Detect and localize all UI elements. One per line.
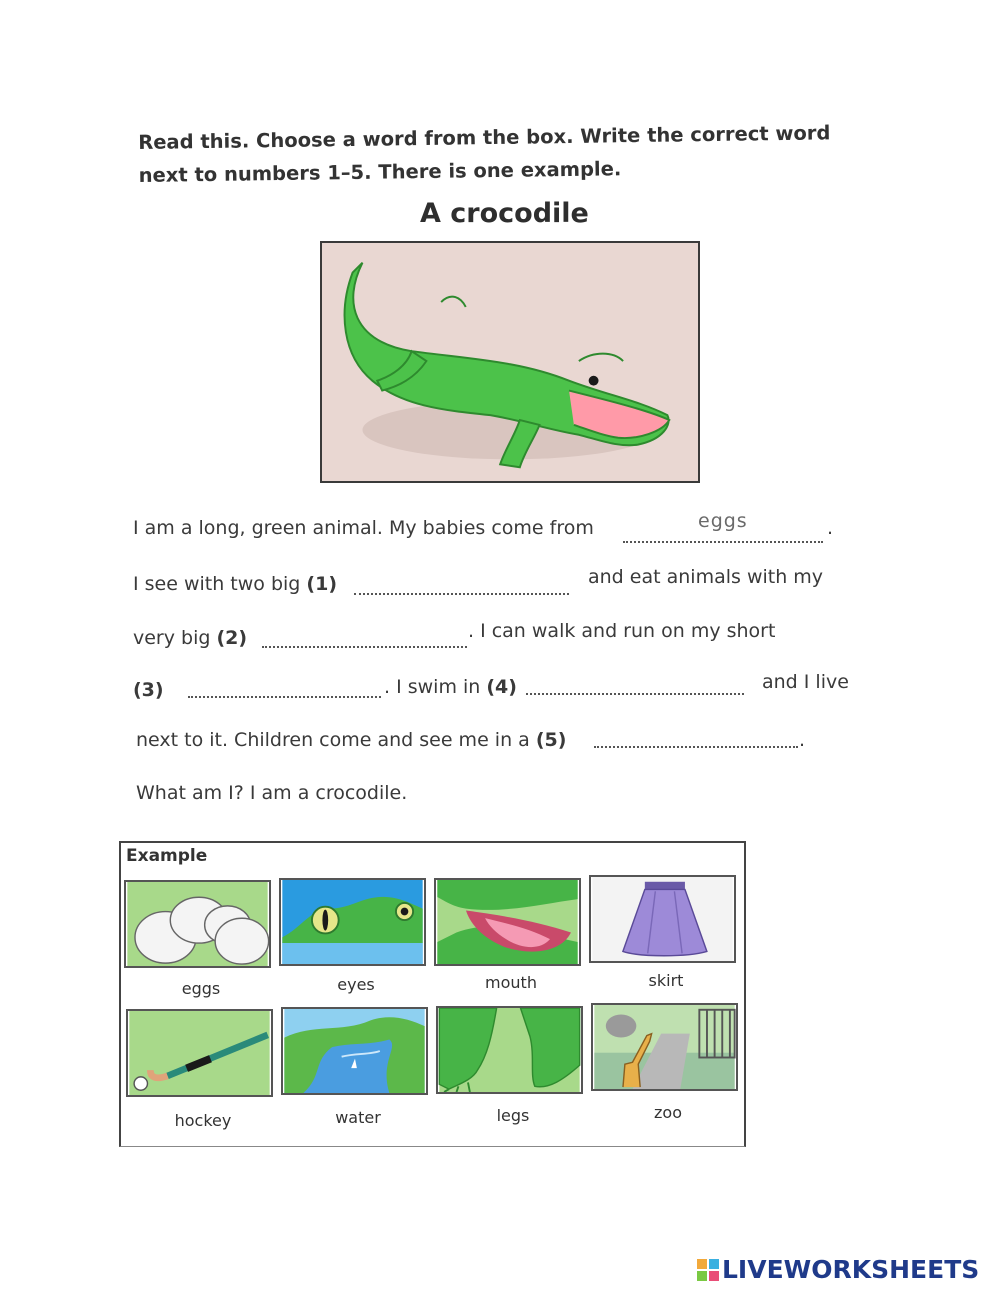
passage-line-3 [133, 627, 247, 649]
word-water: water [335, 1108, 381, 1127]
line-2-text: I see with two big [133, 573, 301, 595]
legs-icon [436, 1006, 583, 1094]
answer-blank-3[interactable] [188, 695, 381, 698]
passage-line-6: What am I? I am a crocodile. [136, 782, 408, 804]
word-mouth: mouth [485, 973, 537, 992]
line-2-after: and eat animals with my [588, 566, 824, 588]
brand-name: LIVEWORKSHEETS [722, 1255, 980, 1284]
liveworksheets-mark-icon [697, 1259, 719, 1281]
line-4-after: and I live [762, 671, 849, 693]
line-4-text: . I swim in [384, 676, 481, 698]
line-3-after: . I can walk and run on my short [468, 620, 776, 642]
line-3-text: very big [133, 627, 211, 649]
word-legs: legs [496, 1106, 530, 1125]
word-zoo: zoo [654, 1103, 682, 1122]
line-5-period: . [799, 729, 806, 751]
passage-line-5 [136, 729, 566, 751]
hockey-icon [126, 1009, 273, 1097]
eggs-icon [124, 880, 271, 968]
passage-line-1: I am a long, green animal. My babies come from [133, 517, 594, 539]
answer-blank-2[interactable] [262, 645, 467, 648]
crocodile-icon [322, 243, 698, 481]
instructions-line-2: next to numbers 1–5. There is one example. [138, 157, 622, 187]
liveworksheets-logo[interactable] [697, 1255, 979, 1284]
number-2: (2) [216, 627, 248, 649]
crocodile-picture [320, 241, 700, 483]
word-box-label: Example [126, 846, 208, 866]
mouth-icon [434, 878, 581, 966]
number-3: (3) [133, 679, 164, 701]
answer-blank-1[interactable] [354, 592, 569, 595]
word-skirt: skirt [648, 971, 684, 990]
example-blank [623, 540, 823, 543]
line-5-text: next to it. Children come and see me in a [136, 729, 530, 751]
number-4: (4) [486, 676, 517, 698]
skirt-icon [589, 875, 736, 963]
number-1: (1) [306, 573, 338, 595]
instructions-line-1: Read this. Choose a word from the box. Write the correct word [138, 121, 831, 154]
passage-line-2 [133, 573, 337, 595]
answer-blank-4[interactable] [526, 692, 744, 695]
line-4-mid [384, 676, 517, 698]
word-eggs: eggs [181, 979, 221, 998]
answer-blank-5[interactable] [594, 745, 798, 748]
zoo-icon [591, 1003, 738, 1091]
page-title: A crocodile [420, 198, 589, 229]
eyes-icon [279, 878, 426, 966]
instructions [138, 116, 859, 192]
word-hockey: hockey [174, 1111, 232, 1130]
line-1-period: . [827, 517, 834, 539]
water-icon [281, 1007, 428, 1095]
word-eyes: eyes [337, 975, 375, 994]
number-5: (5) [535, 729, 567, 751]
example-answer: eggs [698, 510, 748, 532]
